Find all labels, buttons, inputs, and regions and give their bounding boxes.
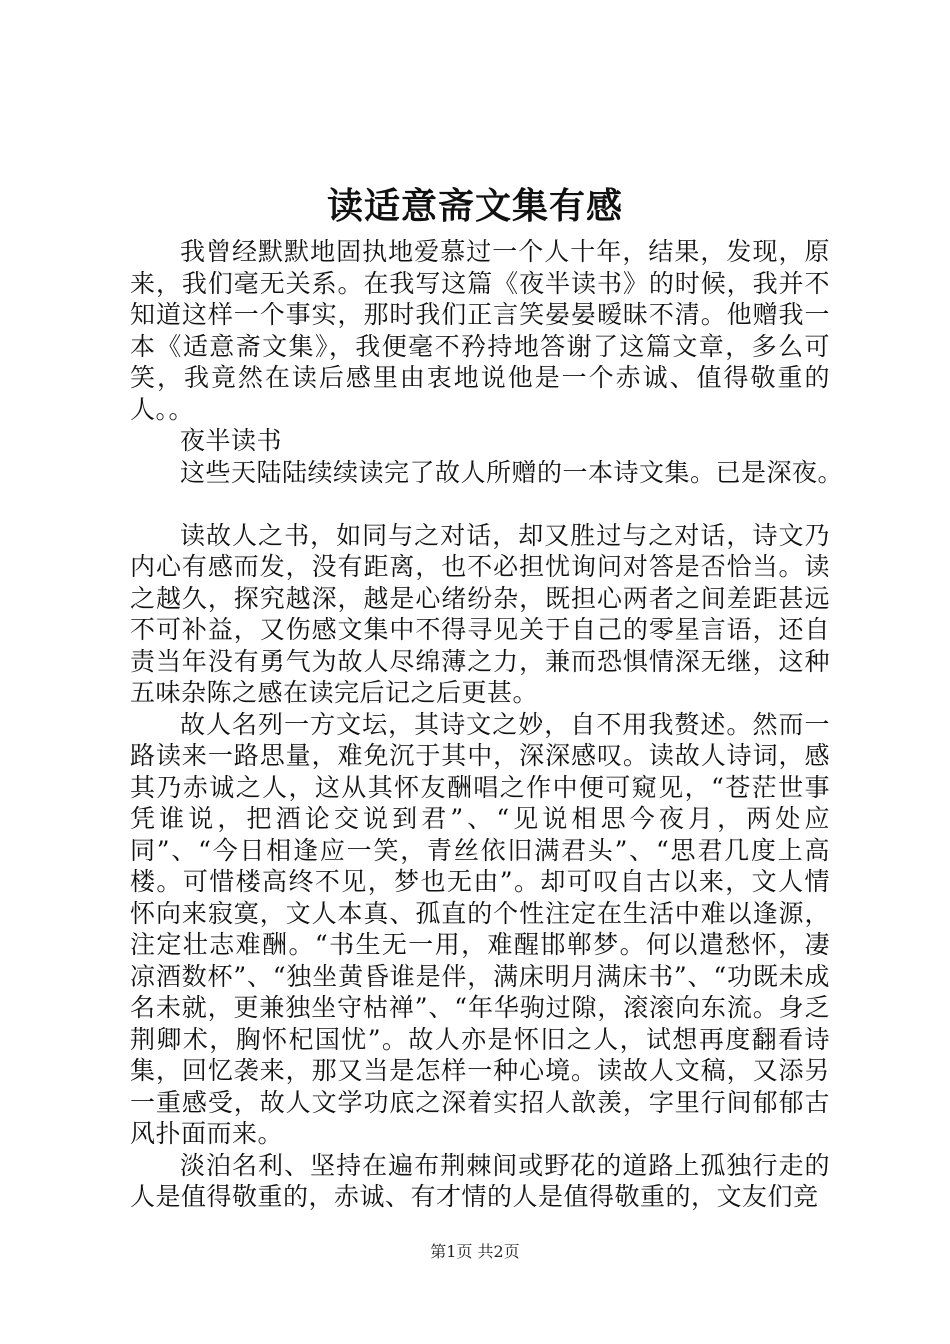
document-title: 读适意斋文集有感 [326, 185, 623, 227]
paragraph-poems: 故人名列一方文坛，其诗文之妙，自不用我赘述。然而一路读来一路思量，难免沉于其中，深深感叹。读故人诗词，感其乃赤诚之人，这从其怀友酬唱之作中便可窥见，“苍茫世事凭谁说，把酒论交说到君”、“见说相思今夜月，两处应同”、“今日相逢应一笑，青丝依旧满君头”、“思君几度上高楼。可惜楼高终不见，梦也无由”。却可叹自古以来，文人情怀向来寂寞，文人本真、孤直的个性注定在生活中难以逢源，注定壮志难酬。“书生无一用，难醒邯郸梦。何以遣愁怀，凄凉酒数杯”、“独坐黄昏谁是伴，满床明月满床书”、“功既未成名未就，更兼独坐守枯禅”、“年华驹过隙，滚滚向东流。身乏荆卿术，胸怀杞国忧”。故人亦是怀旧之人，试想再度翻看诗集，回忆袭来，那又当是怎样一种心境。读故人文稿，又添另一重感受，故人文学功底之深着实招人歆羡，字里行间郁郁古风扑面而来。 [130, 709, 830, 1148]
paragraph-opening: 这些天陆陆续续读完了故人所赠的一本诗文集。已是深夜。 [180, 457, 844, 487]
paragraph-respect: 淡泊名利、坚持在遍布荆棘间或野花的道路上孤独行走的人是值得敬重的，赤诚、有才情的人是值得敬重的，文友们竞 [130, 1150, 830, 1211]
page-footer: 第1页 共2页 [430, 1242, 520, 1261]
paragraph-subtitle: 夜半读书 [180, 426, 283, 455]
document-body [130, 236, 844, 1213]
paragraph-intro: 我曾经默默地固执地爱慕过一个人十年，结果，发现，原来，我们毫无关系。在我写这篇《夜半读书》的时候，我并不知道这样一个事实，那时我们正言笑晏晏暧昧不清。他赠我一本《适意斋文集》，我便毫不矜持地答谢了这篇文章，多么可笑，我竟然在读后感里由衷地说他是一个赤诚、值得敬重的人。。 [130, 237, 830, 424]
blank-line [130, 488, 830, 520]
paragraph-reading: 读故人之书，如同与之对话，却又胜过与之对话，诗文乃内心有感而发，没有距离，也不必担忧询问对答是否恰当。读之越久，探究越深，越是心绪纷杂，既担心两者之间差距甚远不可补益，又伤感文集中不得寻见关于自己的零星言语，还自责当年没有勇气为故人尽绵薄之力，兼而恐惧情深无继，这种五味杂陈之感在读完后记之后更甚。 [130, 520, 830, 707]
